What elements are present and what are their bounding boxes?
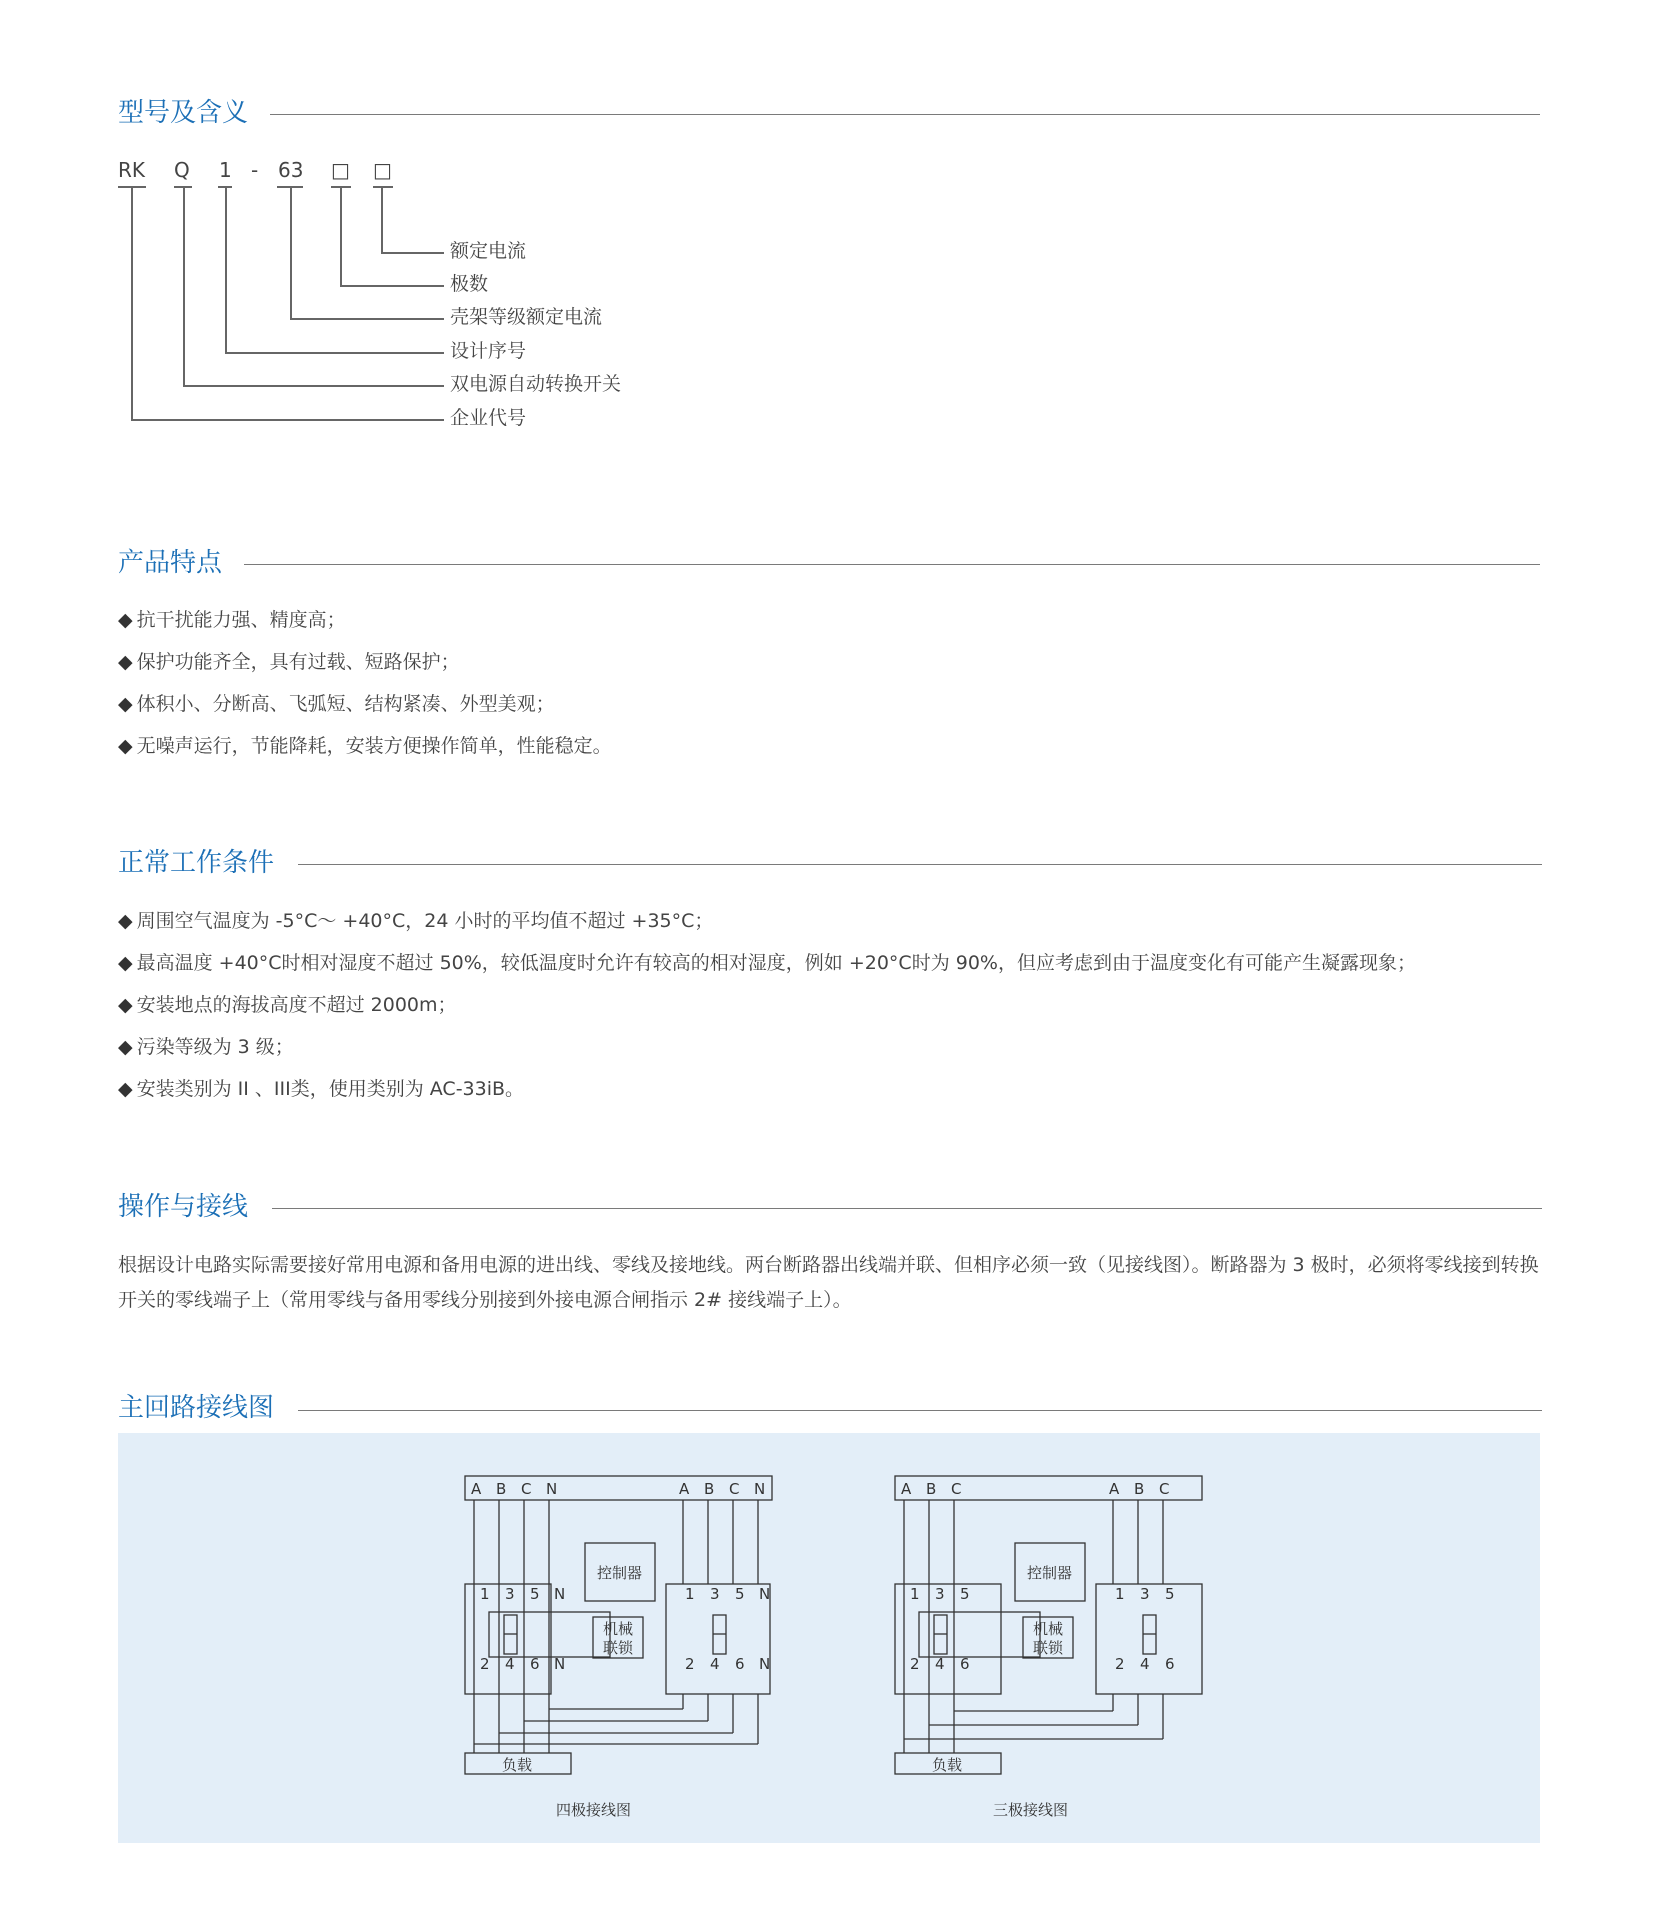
source-label: A — [1109, 1480, 1120, 1498]
leader-line — [340, 186, 342, 285]
source-label: C — [521, 1480, 532, 1498]
terminal-label: 5 — [960, 1585, 970, 1603]
model-label-poles: 极数 — [450, 273, 489, 295]
terminal-label: 4 — [935, 1655, 945, 1673]
model-label-frame-current: 壳架等级额定电流 — [450, 306, 603, 328]
model-label-company: 企业代号 — [450, 407, 527, 429]
source-label: C — [951, 1480, 962, 1498]
leader-line — [225, 186, 227, 352]
terminal-label: 4 — [710, 1655, 720, 1673]
terminal-label: 5 — [735, 1585, 745, 1603]
terminal-label: 1 — [480, 1585, 490, 1603]
diamond-bullet-icon: ◆ — [118, 1078, 133, 1100]
terminal-label: 6 — [530, 1655, 540, 1673]
diagram-caption: 四极接线图 — [556, 1801, 632, 1819]
source-label: A — [679, 1480, 690, 1498]
source-label: N — [546, 1480, 558, 1498]
source-label: C — [729, 1480, 740, 1498]
interlock-label: 机械 — [603, 1620, 634, 1638]
condition-item: ◆ 周围空气温度为 -5°C～ +40°C，24 小时的平均值不超过 +35°C； — [118, 910, 714, 932]
load-label: 负载 — [502, 1756, 533, 1774]
model-code-part: 63 — [278, 158, 304, 182]
condition-item: ◆ 污染等级为 3 级； — [118, 1036, 294, 1058]
section-title-operation: 操作与接线 — [118, 1192, 249, 1222]
terminal-label: N — [554, 1585, 566, 1603]
source-label: N — [754, 1480, 766, 1498]
section-title-conditions: 正常工作条件 — [118, 848, 275, 878]
wiring-diagrams-svg — [118, 1433, 1540, 1843]
terminal-label: 3 — [1140, 1585, 1150, 1603]
leader-line — [340, 285, 444, 287]
source-label: B — [496, 1480, 507, 1498]
controller-label: 控制器 — [597, 1564, 643, 1582]
feature-item: ◆ 无噪声运行，节能降耗，安装方便操作简单，性能稳定。 — [118, 735, 612, 757]
diamond-bullet-icon: ◆ — [118, 1036, 133, 1058]
section-divider — [270, 114, 1540, 115]
section-title-wiring: 主回路接线图 — [118, 1393, 275, 1423]
source-label: B — [704, 1480, 715, 1498]
model-label-ats: 双电源自动转换开关 — [450, 373, 622, 395]
feature-item: ◆ 保护功能齐全，具有过载、短路保护； — [118, 651, 460, 673]
terminal-label: 3 — [935, 1585, 945, 1603]
condition-item: ◆ 安装地点的海拔高度不超过 2000m； — [118, 994, 457, 1016]
diamond-bullet-icon: ◆ — [118, 609, 133, 631]
leader-line — [225, 352, 444, 354]
source-label: B — [1134, 1480, 1145, 1498]
interlock-label: 机械 — [1033, 1620, 1064, 1638]
terminal-label: N — [554, 1655, 566, 1673]
interlock-label: 联锁 — [603, 1639, 634, 1657]
feature-item: ◆ 抗干扰能力强、精度高； — [118, 609, 346, 631]
section-divider — [244, 564, 1540, 565]
section-divider — [298, 1410, 1542, 1411]
condition-item: ◆ 最高温度 +40°C时相对湿度不超过 50%，较低温度时允许有较高的相对湿度，例如 +20°C时为 90%，但应考虑到由于温度变化有可能产生凝露现象； — [118, 952, 1416, 974]
model-label-rated-current: 额定电流 — [450, 240, 527, 262]
model-code-part: Q — [174, 158, 190, 182]
terminal-label: 1 — [1115, 1585, 1125, 1603]
section-title-model: 型号及含义 — [118, 98, 249, 128]
feature-item: ◆ 体积小、分断高、飞弧短、结构紧凑、外型美观； — [118, 693, 555, 715]
code-underline — [373, 186, 393, 188]
terminal-label: 6 — [1165, 1655, 1175, 1673]
interlock-label: 联锁 — [1033, 1639, 1064, 1657]
terminal-label: 4 — [1140, 1655, 1150, 1673]
terminal-label: 3 — [710, 1585, 720, 1603]
leader-line — [183, 186, 185, 385]
model-code-part: □ — [331, 158, 350, 182]
model-code-part: □ — [373, 158, 392, 182]
source-label: C — [1159, 1480, 1170, 1498]
section-divider — [298, 864, 1542, 865]
diamond-bullet-icon: ◆ — [118, 910, 133, 932]
terminal-label: 5 — [1165, 1585, 1175, 1603]
section-title-features: 产品特点 — [118, 548, 223, 578]
terminal-label: 2 — [480, 1655, 490, 1673]
terminal-label: 1 — [910, 1585, 920, 1603]
model-label-design-no: 设计序号 — [450, 340, 527, 362]
model-code-part: RK — [118, 158, 146, 182]
source-label: A — [471, 1480, 482, 1498]
leader-line — [183, 385, 444, 387]
leader-line — [381, 186, 383, 252]
section-divider — [272, 1208, 1542, 1209]
terminal-label: 6 — [960, 1655, 970, 1673]
leader-line — [381, 252, 444, 254]
terminal-label: 2 — [910, 1655, 920, 1673]
leader-line — [290, 318, 444, 320]
leader-line — [290, 186, 292, 318]
diamond-bullet-icon: ◆ — [118, 735, 133, 757]
diamond-bullet-icon: ◆ — [118, 693, 133, 715]
terminal-label: N — [759, 1655, 771, 1673]
load-label: 负载 — [932, 1756, 963, 1774]
diamond-bullet-icon: ◆ — [118, 994, 133, 1016]
wiring-diagram-panel — [118, 1433, 1540, 1843]
source-label: A — [901, 1480, 912, 1498]
terminal-label: 2 — [1115, 1655, 1125, 1673]
diamond-bullet-icon: ◆ — [118, 651, 133, 673]
model-code-part: 1 — [219, 158, 232, 182]
terminal-label: 2 — [685, 1655, 695, 1673]
source-label: B — [926, 1480, 937, 1498]
terminal-label: 5 — [530, 1585, 540, 1603]
leader-line — [131, 186, 133, 419]
terminal-label: 1 — [685, 1585, 695, 1603]
terminal-label: N — [759, 1585, 771, 1603]
terminal-label: 3 — [505, 1585, 515, 1603]
diagram-caption: 三极接线图 — [993, 1801, 1069, 1819]
diamond-bullet-icon: ◆ — [118, 952, 133, 974]
leader-line — [131, 419, 444, 421]
terminal-label: 6 — [735, 1655, 745, 1673]
terminal-label: 4 — [505, 1655, 515, 1673]
condition-item: ◆ 安装类别为 II 、III类，使用类别为 AC-33iB。 — [118, 1078, 525, 1100]
operation-paragraph: 根据设计电路实际需要接好常用电源和备用电源的进出线、零线及接地线。两台断路器出线端并联、但相序必须一致（见接线图）。断路器为 3 极时，必须将零线接到转换开关的零线端子上（常用零线与备用零线分别接到外接电源合闸指示 2# 接线端子上）。 — [118, 1254, 1539, 1311]
controller-label: 控制器 — [1027, 1564, 1073, 1582]
model-code-part: - — [251, 158, 259, 182]
